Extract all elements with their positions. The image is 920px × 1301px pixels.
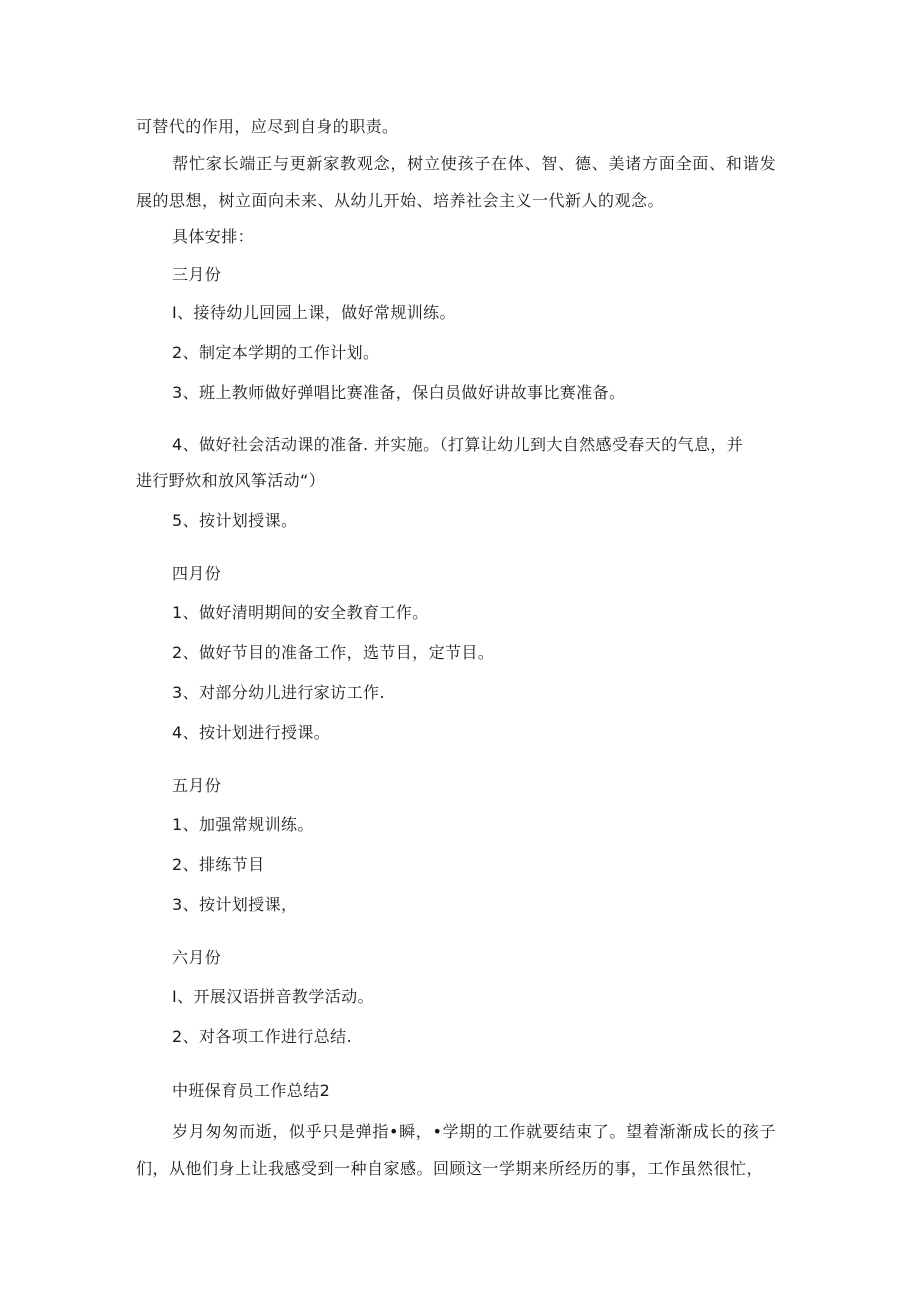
paragraph-family-education: [136, 145, 776, 219]
list-item: 2、做好节目的准备工作，选节目，定节目。: [172, 643, 495, 662]
list-item: 3、对部分幼儿进行家访工作.: [172, 683, 385, 702]
paragraph-text: 帮忙家长端正与更新家教观念，树立使孩子在体、智、德、美诸方面全面、和谐发展的思想，树立面向未来、从幼儿开始、培养社会主义一代新人的观念。: [136, 154, 776, 210]
list-item: 5、按计划授课。: [172, 511, 298, 530]
month-title-june: 六月份: [172, 948, 222, 967]
paragraph-section2: [136, 1113, 776, 1187]
list-item: 4、做好社会活动课的准备. 并实施。（打算让幼儿到大自然感受春天的气息，并: [172, 435, 744, 454]
list-item: I、接待幼儿回园上课，做好常规训练。: [172, 303, 456, 322]
text-line: 可替代的作用，应尽到自身的职责。: [136, 117, 399, 136]
month-title-may: 五月份: [172, 776, 222, 795]
list-item: 3、班上教师做好弹唱比赛准备，保白员做好讲故事比赛准备。: [172, 383, 626, 402]
list-item: 4、按计划进行授课。: [172, 723, 331, 742]
list-item: 3、按计划授课，: [172, 895, 298, 914]
section-title: 中班保育员工作总结2: [172, 1081, 331, 1100]
month-title-march: 三月份: [172, 265, 222, 284]
schedule-heading: 具体安排：: [172, 227, 255, 246]
list-item-continuation: 进行野炊和放风筝活动“）: [136, 471, 326, 490]
list-item: 2、排练节目: [172, 855, 265, 874]
month-title-april: 四月份: [172, 564, 222, 583]
list-item: 2、制定本学期的工作计划。: [172, 343, 380, 362]
list-item: I、开展汉语拼音教学活动。: [172, 987, 374, 1006]
list-item: 1、做好清明期间的安全教育工作。: [172, 603, 429, 622]
list-item: 2、对各项工作进行总结.: [172, 1027, 353, 1046]
paragraph-text: 岁月匆匆而逝，似乎只是弹指•瞬，•学期的工作就要结束了。望着渐渐成长的孩子们，从他们身上让我感受到一种自家感。回顾这一学期来所经历的事，工作虽然很忙，: [136, 1122, 776, 1178]
list-item: 1、加强常规训练。: [172, 815, 314, 834]
